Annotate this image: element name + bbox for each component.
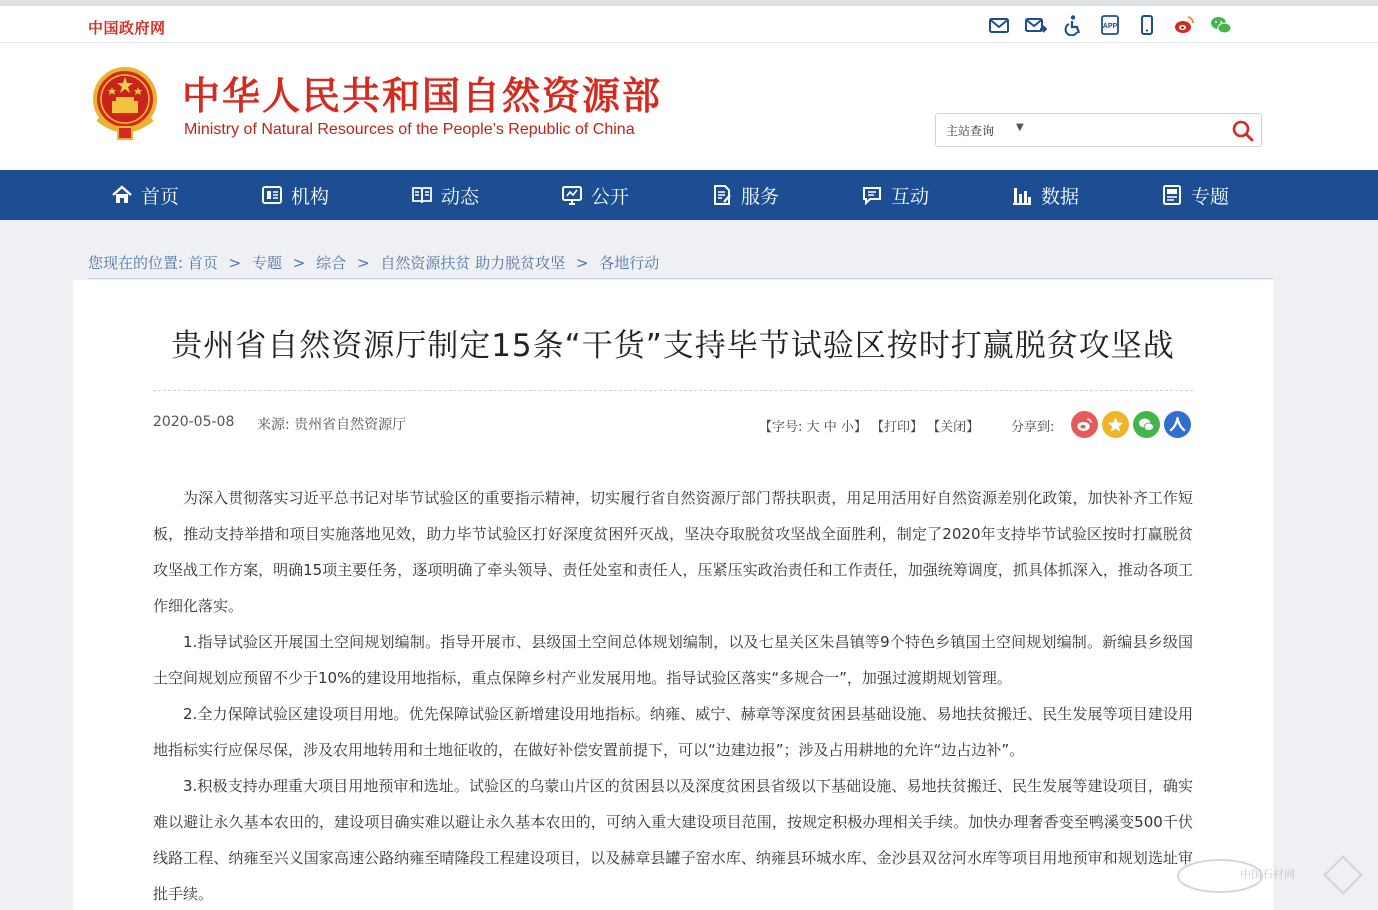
home-icon: [111, 184, 133, 206]
breadcrumb-separator: >: [575, 254, 589, 272]
share-renren-icon[interactable]: [1164, 411, 1191, 438]
breadcrumb-prefix: 您现在的位置:: [88, 254, 184, 272]
watermark-text: 中国石材网: [1240, 868, 1295, 881]
share-qzone-icon[interactable]: [1102, 411, 1129, 438]
nav-item-organization[interactable]: [261, 170, 329, 220]
book-icon: [411, 184, 433, 206]
article-tools: [759, 416, 979, 435]
mail-icon[interactable]: [988, 14, 1010, 36]
nav-item-label: 互动: [891, 185, 930, 208]
site-title-english: Ministry of Natural Resources of the People’s Republic of China: [184, 121, 635, 138]
article-paragraph: 3.积极支持办理重大项目用地预审和选址。试验区的乌蒙山片区的贫困县以及深度贫困县省级以下基础设施、易地扶贫搬迁、民生发展等建设项目，确实难以避让永久基本农田的，建设项目确实难以避让永久基本农田的，可纳入重大建设项目范围，按规定积极办理相关手续。加快办理奢香变至鸭溪变500千伏线路工程、纳雍至兴义国家高速公路纳雍至晴隆段工程建设项目，以及赫章县罐子窑水库、纳雍县环城水库、金沙县双岔河水库等项目用地预审和规划选址审批手续。: [153, 777, 1193, 903]
breadcrumb-separator: >: [356, 254, 370, 272]
weibo-icon[interactable]: [1173, 14, 1195, 36]
nav-item-label: 公开: [591, 185, 630, 208]
article-paragraph: 1.指导试验区开展国土空间规划编制。指导开展市、县级国土空间总体规划编制，以及七星关区朱昌镇等9个特色乡镇国土空间规划编制。新编县乡级国土空间规划应预留不少于10%的建设用地指标，重点保障乡村产业发展用地。指导试验区落实“多规合一”，加强过渡期规划管理。: [153, 633, 1193, 687]
document-edit-icon: [711, 184, 733, 206]
gov-portal-link[interactable]: 中国政府网: [88, 19, 166, 37]
nav-item-label: 专题: [1191, 185, 1230, 208]
article-body: [153, 480, 1193, 910]
nav-item-label: 首页: [141, 185, 180, 208]
breadcrumb-item-general[interactable]: 综合: [316, 254, 347, 272]
nav-item-label: 机构: [291, 185, 330, 208]
topic-icon: [1161, 184, 1183, 206]
search-input[interactable]: [1036, 118, 1216, 142]
article-date: 2020-05-08: [153, 414, 235, 430]
site-title: 中华人民共和国自然资源部: [182, 74, 663, 118]
article-paragraph: 2.全力保障试验区建设项目用地。优先保障试验区新增建设用地指标。纳雍、威宁、赫章等深度贫困县基础设施、易地扶贫搬迁、民生发展等项目建设用地指标实行应保尽保，涉及农用地转用和土地征收的，在做好补偿安置前提下，可以“边建边报”；涉及占用耕地的允许“边占边补”。: [153, 705, 1193, 759]
share-label: 分享到:: [1011, 420, 1055, 435]
font-size-large-link[interactable]: 大: [806, 420, 820, 435]
share-wechat-icon[interactable]: [1133, 411, 1160, 438]
breadcrumb-item-topics[interactable]: 专题: [252, 254, 283, 272]
font-size-small-link[interactable]: 小】: [840, 420, 867, 435]
close-link[interactable]: 【关闭】: [927, 420, 980, 435]
monitor-icon: [561, 184, 583, 206]
breadcrumb: [88, 252, 659, 273]
breadcrumb-item-local-actions[interactable]: 各地行动: [599, 254, 660, 272]
font-size-medium-link[interactable]: 中: [823, 420, 837, 435]
breadcrumb-item-home[interactable]: 首页: [187, 254, 218, 272]
site-watermark: [1170, 848, 1368, 898]
top-icon-group: [988, 14, 1232, 36]
app-icon-text: APP: [1102, 23, 1118, 30]
nav-item-interaction[interactable]: [861, 170, 929, 220]
nav-item-topics[interactable]: [1161, 170, 1229, 220]
site-header: [0, 43, 1378, 170]
breadcrumb-separator: >: [228, 254, 242, 272]
app-icon[interactable]: [1099, 14, 1121, 36]
search-box: [935, 113, 1262, 147]
search-scope-select[interactable]: 主站查询: [946, 124, 995, 138]
bar-chart-icon: [1011, 184, 1033, 206]
mobile-icon[interactable]: [1136, 14, 1158, 36]
wechat-icon[interactable]: [1210, 14, 1232, 36]
share-icon-group: [1071, 411, 1191, 438]
organization-icon: [261, 184, 283, 206]
chat-icon: [861, 184, 883, 206]
search-icon[interactable]: [1231, 119, 1255, 143]
nav-item-label: 动态: [441, 185, 480, 208]
nav-item-home[interactable]: [111, 170, 179, 220]
accessibility-icon[interactable]: [1062, 14, 1084, 36]
nav-item-label: 服务: [741, 185, 780, 208]
nav-item-label: 数据: [1041, 185, 1080, 208]
article-source: 来源: 贵州省自然资源厅: [257, 417, 407, 433]
nav-item-public[interactable]: [561, 170, 629, 220]
chevron-down-icon[interactable]: ▼: [1016, 122, 1024, 133]
national-emblem-logo: [88, 61, 162, 145]
nav-item-data[interactable]: [1011, 170, 1079, 220]
top-bar: [0, 0, 1378, 43]
font-size-label: 【字号:: [759, 420, 803, 435]
nav-item-service[interactable]: [711, 170, 779, 220]
article-card: [73, 280, 1273, 910]
article-paragraph: 为深入贯彻落实习近平总书记对毕节试验区的重要指示精神，切实履行省自然资源厅部门帮扶职责，用足用活用好自然资源差别化政策，加快补齐工作短板，推动支持举措和项目实施落地见效，助力毕节试验区打好深度贫困歼灭战，坚决夺取脱贫攻坚战全面胜利，制定了2020年支持毕节试验区按时打赢脱贫攻坚战工作方案，明确15项主要任务，逐项明确了牵头领导、责任处室和责任人，压紧压实政治责任和工作责任，加强统筹调度，抓具体抓深入，推动各项工作细化落实。: [153, 489, 1193, 615]
mail-forward-icon[interactable]: [1025, 14, 1047, 36]
share-weibo-icon[interactable]: [1071, 411, 1098, 438]
breadcrumb-separator: >: [292, 254, 306, 272]
article-title: 贵州省自然资源厅制定15条“干货”支持毕节试验区按时打赢脱贫攻坚战: [171, 328, 1175, 364]
breadcrumb-item-poverty[interactable]: 自然资源扶贫 助力脱贫攻坚: [380, 254, 566, 272]
title-divider: [153, 390, 1193, 391]
print-link[interactable]: 【打印】: [871, 420, 924, 435]
nav-item-news[interactable]: [411, 170, 479, 220]
breadcrumb-divider: [88, 278, 1273, 279]
main-nav: [0, 170, 1378, 220]
